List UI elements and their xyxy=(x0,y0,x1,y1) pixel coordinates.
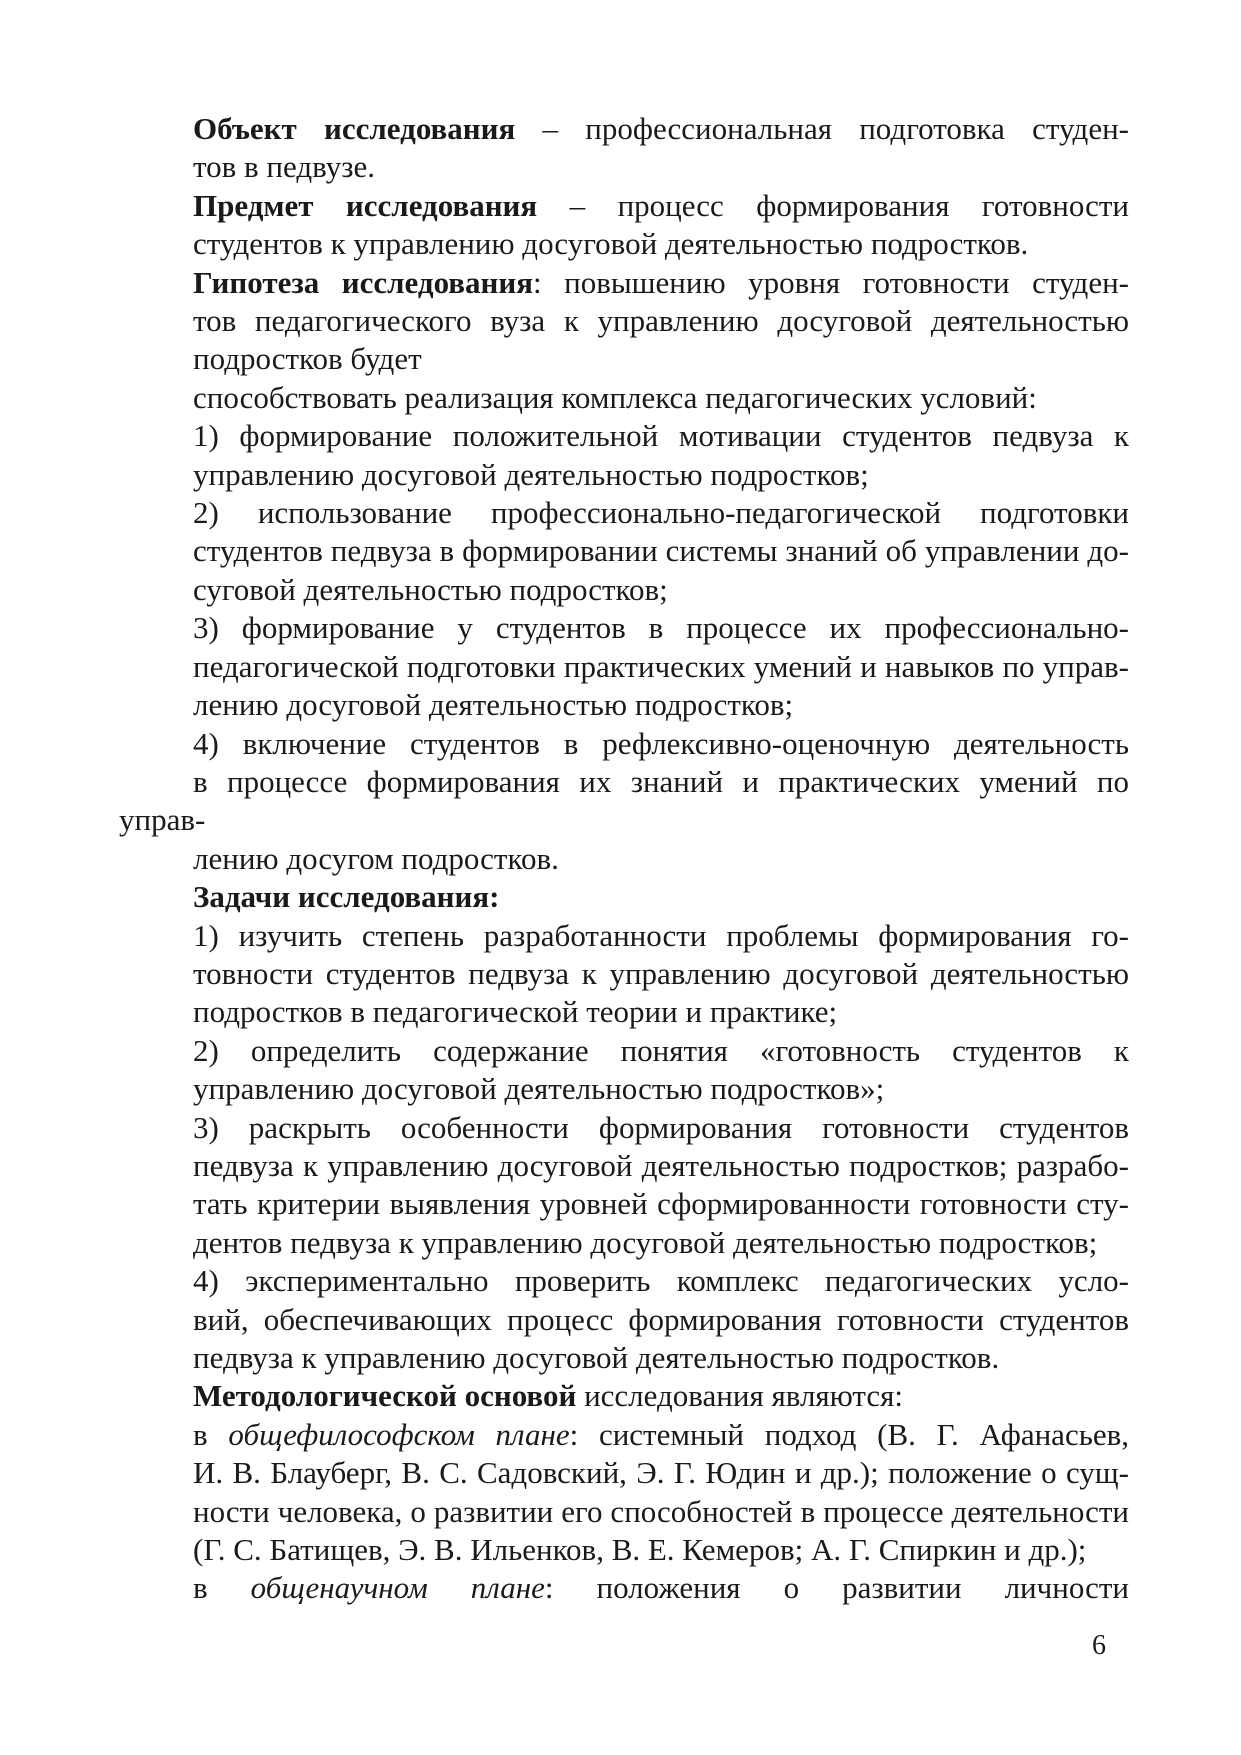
methodology-label: Методологической основой xyxy=(193,1378,577,1414)
task-1-line-1: 1) изучить степень разработанности проблемы формирования го- xyxy=(193,917,1129,953)
task-2-line-1: 2) определить содержание понятия «готовность студентов к xyxy=(193,1032,1129,1068)
subject-line-1 xyxy=(119,187,1129,225)
philosophical-text-1: : системный подход (В. Г. Афанасьев, xyxy=(569,1416,1129,1452)
object-line-2: тов в педвузе. xyxy=(193,149,375,185)
tasks-heading: Задачи исследования: xyxy=(193,879,500,915)
hypothesis-text-1: : повышению уровня готовности студен- xyxy=(533,264,1129,300)
condition-3-line-2: педагогической подготовки практических умений и навыков по управ- xyxy=(193,648,1129,684)
task-1-line-2: товности студентов педвуза к управлению досуговой деятельностью xyxy=(193,955,1129,991)
task-2-line-2: управлению досуговой деятельностью подростков»; xyxy=(193,1071,885,1107)
condition-4-line-2: в процессе формирования их знаний и практических умений по управ- xyxy=(119,763,1129,838)
task-4-line-2: вий, обеспечивающих процесс формирования готовности студентов xyxy=(193,1301,1129,1337)
page-number: 6 xyxy=(1092,1630,1106,1661)
task-item xyxy=(119,1032,1129,1109)
methodology-text: исследования являются: xyxy=(576,1378,903,1414)
condition-item xyxy=(119,725,1129,879)
condition-2-line-1: 2) использование профессионально-педагогической подготовки xyxy=(193,495,1129,531)
task-3-line-3: тать критерии выявления уровней сформированности готовности сту- xyxy=(193,1186,1129,1222)
task-1-line-3: подростков в педагогической теории и практике; xyxy=(193,994,838,1030)
scientific-text-1: : положения о развитии личности xyxy=(544,1570,1129,1606)
hypothesis-line-3: подростков будет xyxy=(193,341,422,377)
task-4-line-3: педвуза к управлению досуговой деятельностью подростков. xyxy=(193,1340,1000,1375)
hypothesis-line-1 xyxy=(119,264,1129,302)
object-line-1 xyxy=(119,110,1129,148)
condition-2-line-2: студентов педвуза в формировании системы знаний об управлении до- xyxy=(193,533,1129,569)
condition-3-line-1: 3) формирование у студентов в процессе их профессионально- xyxy=(193,610,1129,646)
condition-1-line-2: управлению досуговой деятельностью подростков; xyxy=(193,456,869,492)
task-item xyxy=(119,1109,1129,1263)
paragraph-scientific xyxy=(119,1569,1129,1607)
task-3-line-1: 3) раскрыть особенности формирования готовности студентов xyxy=(193,1109,1129,1145)
paragraph-philosophical xyxy=(119,1416,1129,1570)
philosophical-line-1 xyxy=(119,1416,1129,1454)
hypothesis-line-2: тов педагогического вуза к управлению досуговой деятельностью xyxy=(193,303,1129,339)
hypothesis-label: Гипотеза исследования xyxy=(193,264,534,300)
philosophical-line-3: ности человека, о развитии его способностей в процессе деятельности xyxy=(193,1493,1129,1529)
philosophical-prefix: в xyxy=(193,1416,229,1452)
scientific-prefix: в xyxy=(193,1570,251,1606)
condition-3-line-3: лению досуговой деятельностью подростков; xyxy=(193,687,794,723)
paragraph-subject xyxy=(119,187,1129,264)
condition-item xyxy=(119,417,1129,494)
subject-label: Предмет исследования xyxy=(193,187,538,223)
philosophical-emphasis: общефилософском плане xyxy=(228,1416,570,1452)
condition-item xyxy=(119,494,1129,609)
tasks-heading-paragraph xyxy=(119,878,1129,916)
object-text-1: – профессиональная подготовка студен- xyxy=(515,111,1129,146)
condition-2-line-3: суговой деятельностью подростков; xyxy=(193,571,668,607)
scientific-emphasis: общенаучном плане xyxy=(250,1570,545,1606)
condition-item xyxy=(119,609,1129,724)
philosophical-line-4: (Г. С. Батищев, Э. В. Ильенков, В. Е. Кемеров; А. Г. Спиркин и др.); xyxy=(193,1532,1087,1568)
philosophical-line-2: И. В. Блауберг, В. С. Садовский, Э. Г. Юдин и др.); положение о сущ- xyxy=(193,1455,1129,1491)
task-3-line-2: педвуза к управлению досуговой деятельностью подростков; разрабо- xyxy=(193,1147,1129,1183)
paragraph-hypothesis xyxy=(119,264,1129,418)
subject-line-2: студентов к управлению досуговой деятельностью подростков. xyxy=(193,226,1029,262)
condition-4-line-3: лению досугом подростков. xyxy=(193,840,559,876)
condition-4-line-1: 4) включение студентов в рефлексивно-оценочную деятельность xyxy=(193,725,1129,761)
task-item xyxy=(119,917,1129,1032)
subject-text-1: – процесс формирования готовности xyxy=(537,187,1129,223)
object-label: Объект исследования xyxy=(193,111,516,146)
paragraph-methodology xyxy=(119,1377,1129,1415)
paragraph-object xyxy=(119,110,1129,187)
task-4-line-1: 4) экспериментально проверить комплекс педагогических усло- xyxy=(193,1263,1129,1299)
scientific-line-1 xyxy=(119,1569,1129,1607)
methodology-line-1 xyxy=(119,1377,1129,1415)
document-page xyxy=(119,110,1129,1608)
task-3-line-4: дентов педвуза к управлению досуговой деятельностью подростков; xyxy=(193,1224,1098,1260)
hypothesis-line-4: способствовать реализация комплекса педагогических условий: xyxy=(193,379,1037,415)
task-item xyxy=(119,1262,1129,1377)
condition-1-line-1: 1) формирование положительной мотивации студентов педвуза к xyxy=(193,418,1129,454)
